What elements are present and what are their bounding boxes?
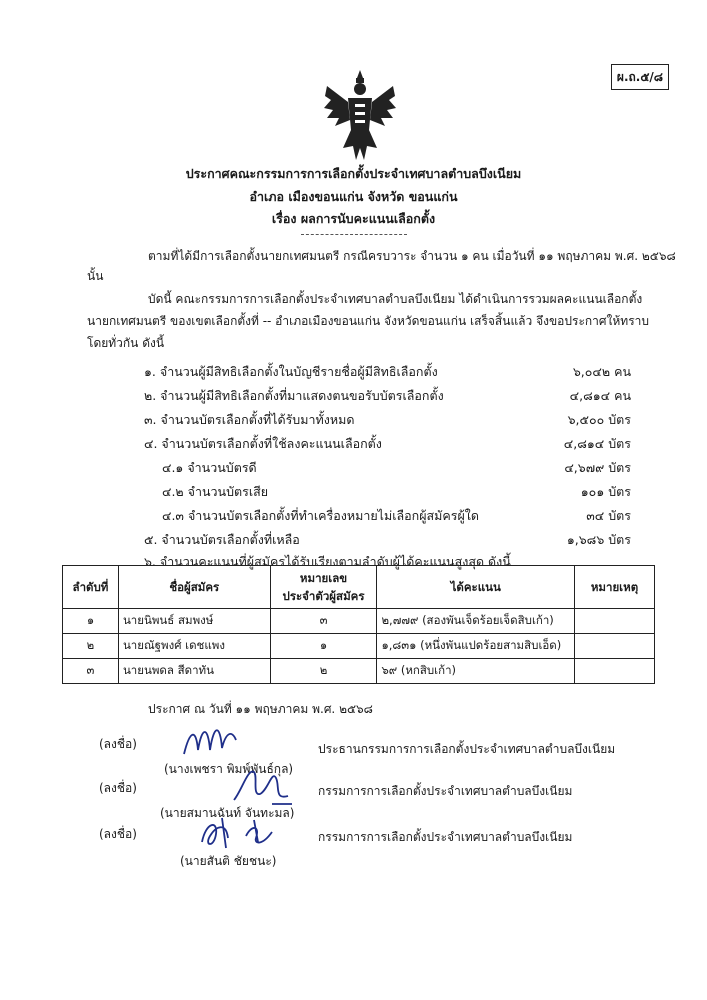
item-value: ๑๐๑ บัตร <box>580 484 631 499</box>
cell-rank: ๓ <box>63 659 119 684</box>
table-row <box>63 634 655 659</box>
header-line-1: ประกาศคณะกรรมการการเลือกตั้งประจำเทศบาลตำบลบึงเนียม <box>185 166 522 181</box>
signer-position: กรรมการการเลือกตั้งประจำเทศบาลตำบลบึงเนียม <box>318 830 573 844</box>
item-value: ๖,๕๐๐ บัตร <box>567 412 631 427</box>
cell-votes: ๖๙ (หกสิบเก้า) <box>377 659 575 684</box>
item-label: ๓. จำนวนบัตรเลือกตั้งที่ได้รับมาทั้งหมด <box>144 412 355 427</box>
signer-position: ประธานกรรมการการเลือกตั้งประจำเทศบาลตำบลบึงเนียม <box>318 742 616 756</box>
item-label: ๕. จำนวนบัตรเลือกตั้งที่เหลือ <box>144 532 300 547</box>
header-rank: ลำดับที่ <box>63 566 119 609</box>
header-number <box>270 566 377 609</box>
item-label: ๖. จำนวนคะแนนที่ผู้สมัครได้รับเรียงตามลำดับผู้ได้คะแนนสูงสุด ดังนี้ <box>144 554 511 569</box>
item-value: ๖,๐๔๒ คน <box>572 364 631 379</box>
table-row <box>63 659 655 684</box>
cell-rank: ๒ <box>63 634 119 659</box>
paragraph-2-line-2: นายกเทศมนตรี ของเขตเลือกตั้งที่ -- อำเภอเมืองขอนแก่น จังหวัดขอนแก่น เสร็จสิ้นแล้ว จึงขอประกาศให้ทราบ <box>87 314 649 328</box>
signer-name: (นายสมานฉันท์ จันทะมล) <box>160 806 295 820</box>
paragraph-1-line-1: ตามที่ได้มีการเลือกตั้งนายกเทศมนตรี กรณีครบวาระ จำนวน ๑ คน เมื่อวันที่ ๑๑ พฤษภาคม พ.ศ. ๒๕๖๘ <box>148 249 676 263</box>
item-value: ๔,๘๑๔ บัตร <box>563 436 631 451</box>
cell-number: ๒ <box>270 659 377 684</box>
item-label: ๔. จำนวนบัตรเลือกตั้งที่ใช้ลงคะแนนเลือกตั้ง <box>144 436 382 451</box>
item-label: ๔.๒ จำนวนบัตรเสีย <box>162 484 269 499</box>
sign-label: (ลงชื่อ) <box>99 827 137 841</box>
header-number-line-2: ประจำตัวผู้สมัคร <box>282 589 365 603</box>
header-votes: ได้คะแนน <box>377 566 575 609</box>
item-value: ๔,๖๗๙ บัตร <box>564 460 631 475</box>
table-header-row <box>63 566 655 609</box>
header-divider <box>301 234 407 235</box>
signer-position: กรรมการการเลือกตั้งประจำเทศบาลตำบลบึงเนียม <box>318 784 573 798</box>
cell-note <box>575 609 655 634</box>
signer-name: (นางเพชรา พิมพ์พันธ์กุล) <box>164 762 294 776</box>
cell-rank: ๑ <box>63 609 119 634</box>
item-value: ๓๔ บัตร <box>586 508 631 523</box>
item-label: ๒. จำนวนผู้มีสิทธิเลือกตั้งที่มาแสดงตนขอรับบัตรเลือกตั้ง <box>144 388 444 403</box>
paragraph-1-line-2: นั้น <box>87 269 104 283</box>
header-note: หมายเหตุ <box>575 566 655 609</box>
signer-name: (นายสันติ ชัยชนะ) <box>180 854 277 868</box>
sign-label: (ลงชื่อ) <box>99 781 137 795</box>
cell-name: นายนิพนธ์ สมพงษ์ <box>118 609 270 634</box>
garuda-emblem-icon <box>323 68 397 164</box>
item-label: ๔.๑ จำนวนบัตรดี <box>162 460 257 475</box>
form-code: ผ.ถ.๕/๘ <box>611 64 669 90</box>
announce-date: ประกาศ ณ วันที่ ๑๑ พฤษภาคม พ.ศ. ๒๕๖๘ <box>148 702 373 716</box>
header-line-3: เรื่อง ผลการนับคะแนนเลือกตั้ง <box>271 211 436 226</box>
item-label: ๔.๓ จำนวนบัตรเลือกตั้งที่ทำเครื่องหมายไม่เลือกผู้สมัครผู้ใด <box>162 508 480 523</box>
header-name: ชื่อผู้สมัคร <box>118 566 270 609</box>
cell-note <box>575 659 655 684</box>
header-line-2: อำเภอ เมืองขอนแก่น จังหวัด ขอนแก่น <box>249 189 458 204</box>
cell-votes: ๑,๘๓๑ (หนึ่งพันแปดร้อยสามสิบเอ็ด) <box>377 634 575 659</box>
paragraph-2-line-3: โดยทั่วกัน ดังนี้ <box>87 336 165 350</box>
sign-label: (ลงชื่อ) <box>99 737 137 751</box>
paragraph-2-line-1: บัดนี้ คณะกรรมการการเลือกตั้งประจำเทศบาลตำบลบึงเนียม ได้ดำเนินการรวมผลคะแนนเลือกตั้ง <box>148 292 643 306</box>
cell-number: ๑ <box>270 634 377 659</box>
header-number-line-1: หมายเลข <box>299 571 348 585</box>
handwritten-signature-1 <box>180 720 240 765</box>
results-table <box>62 565 655 684</box>
item-value: ๔,๘๑๔ คน <box>569 388 631 403</box>
table-row <box>63 609 655 634</box>
item-value: ๑,๖๘๖ บัตร <box>566 532 631 547</box>
cell-name: นายนพดล สีดาทัน <box>118 659 270 684</box>
item-label: ๑. จำนวนผู้มีสิทธิเลือกตั้งในบัญชีรายชื่อผู้มีสิทธิเลือกตั้ง <box>144 364 438 379</box>
cell-name: นายณัฐพงศ์ เดชแพง <box>118 634 270 659</box>
cell-number: ๓ <box>270 609 377 634</box>
cell-votes: ๒,๗๗๙ (สองพันเจ็ดร้อยเจ็ดสิบเก้า) <box>377 609 575 634</box>
cell-note <box>575 634 655 659</box>
